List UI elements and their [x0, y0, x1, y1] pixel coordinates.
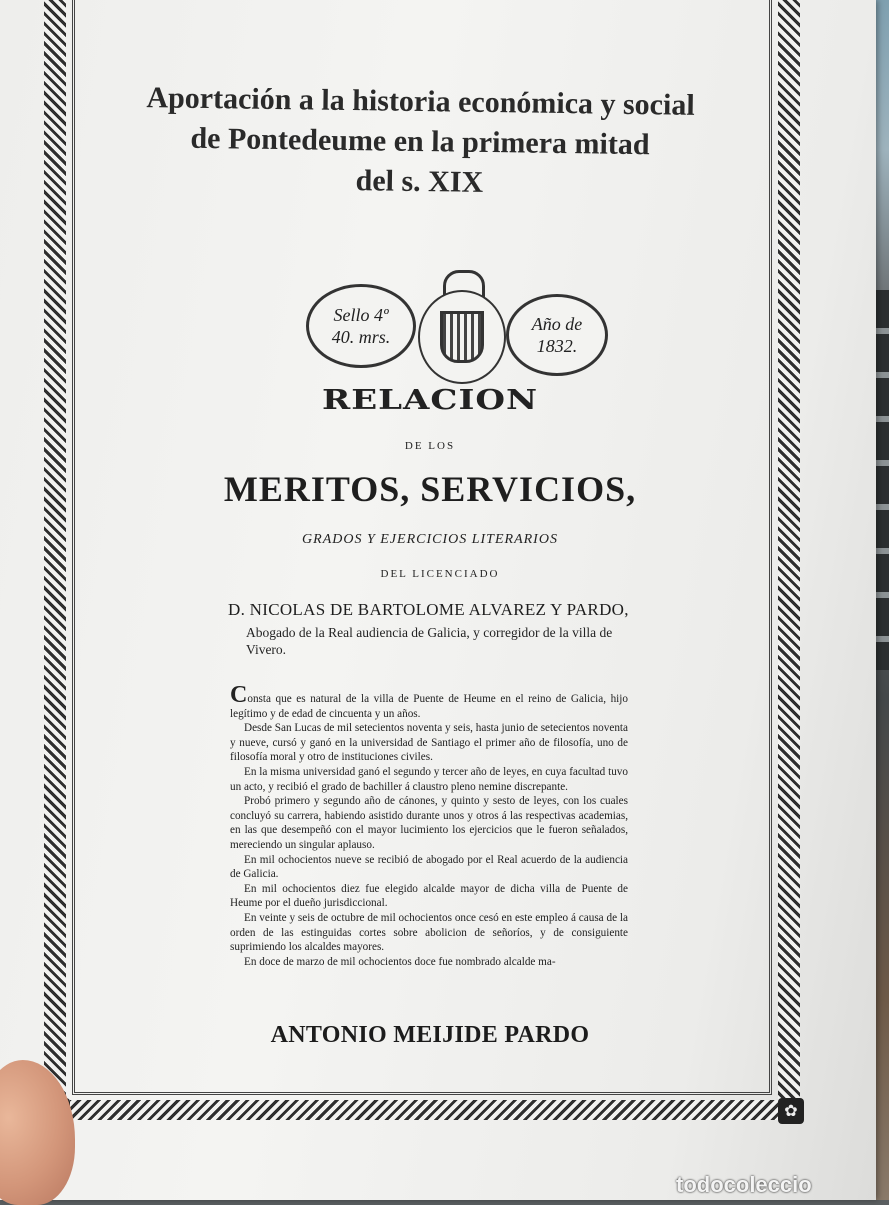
ornamental-border-bottom	[70, 1100, 790, 1120]
seal-center-coat-of-arms	[418, 290, 506, 384]
paragraph	[230, 682, 628, 721]
dropcap: C	[230, 682, 248, 708]
ornamental-border-left	[44, 0, 66, 1120]
paragraph-text: onsta que es natural de la villa de Puente de Heume en el reino de Galicia, hijo legítimo y de edad de cincuenta y un años.	[230, 693, 628, 720]
paragraph: En mil ochocientos diez fue elegido alcalde mayor de dicha villa de Puente de Heume por el dueño jurisdiccional.	[230, 882, 628, 910]
paragraph: En la misma universidad ganó el segundo y tercer año de leyes, en cuya facultad tuvo un acto, y recibió el grado de bachiller á claustro pleno nemine discrepante.	[230, 765, 628, 793]
shield-icon	[440, 311, 484, 363]
author-name: ANTONIO MEIJIDE PARDO	[270, 1022, 590, 1048]
title-line-1: Aportación a la historia económica y social	[146, 81, 695, 122]
seal-right	[506, 294, 608, 376]
seal-right-line-2: 1832.	[536, 336, 578, 356]
seal-right-line-1: Año de	[531, 314, 583, 334]
book-title	[89, 77, 751, 206]
paragraph: En veinte y seis de octubre de mil ochocientos once cesó en este empleo á causa de la orden de las estinguidas cortes sobre abolicion de señoríos, y de consiguiente suprimiendo los alcaldes mayores.	[230, 911, 628, 954]
document-del-licenciado: DEL LICENCIADO	[380, 568, 500, 580]
seal-left	[306, 284, 416, 368]
document-de-los: DE LOS	[404, 440, 456, 452]
paragraph: En mil ochocientos nueve se recibió de abogado por el Real acuerdo de la audiencia de Galicia.	[230, 853, 628, 881]
title-line-3: del s. XIX	[355, 164, 484, 199]
document-subtitle: GRADOS Y EJERCICIOS LITERARIOS	[302, 532, 558, 547]
title-line-2: de Pontedeume en la primera mitad	[190, 121, 650, 162]
document-position: Abogado de la Real audiencia de Galicia, y corregidor de la villa de Vivero.	[246, 625, 613, 657]
seal-left-line-2: 40. mrs.	[331, 327, 391, 347]
document-main-heading: MERITOS, SERVICIOS,	[223, 469, 637, 509]
watermark: todocoleccio	[676, 1172, 812, 1197]
document-body	[230, 682, 628, 969]
document-heading: RELACION	[321, 384, 539, 416]
stamp-seals	[300, 270, 620, 390]
ornamental-border-right	[778, 0, 800, 1120]
corner-ornament-right: ✿	[778, 1098, 804, 1124]
paragraph: En doce de marzo de mil ochocientos doce fue nombrado alcalde ma-	[244, 955, 556, 968]
seal-left-line-1: Sello 4º	[333, 305, 389, 325]
document-name: D. NICOLAS DE BARTOLOME ALVAREZ Y PARDO,	[228, 600, 629, 619]
paragraph: Desde San Lucas de mil setecientos noventa y seis, hasta junio de setecientos noventa y nueve, cursó y ganó en la universidad de Santiago el primer año de filosofía, uno de filosofía moral y otro de instituciones civiles.	[230, 722, 628, 764]
paragraph: Probó primero y segundo año de cánones, y quinto y sesto de leyes, con los cuales concluyó su carrera, habiendo asistido durante unos y otros á las respectivas academias, en las que desempeñó con el mayor lucimiento los ejercicios que le fueron señalados, mereciendo un singular aplauso.	[230, 795, 628, 851]
